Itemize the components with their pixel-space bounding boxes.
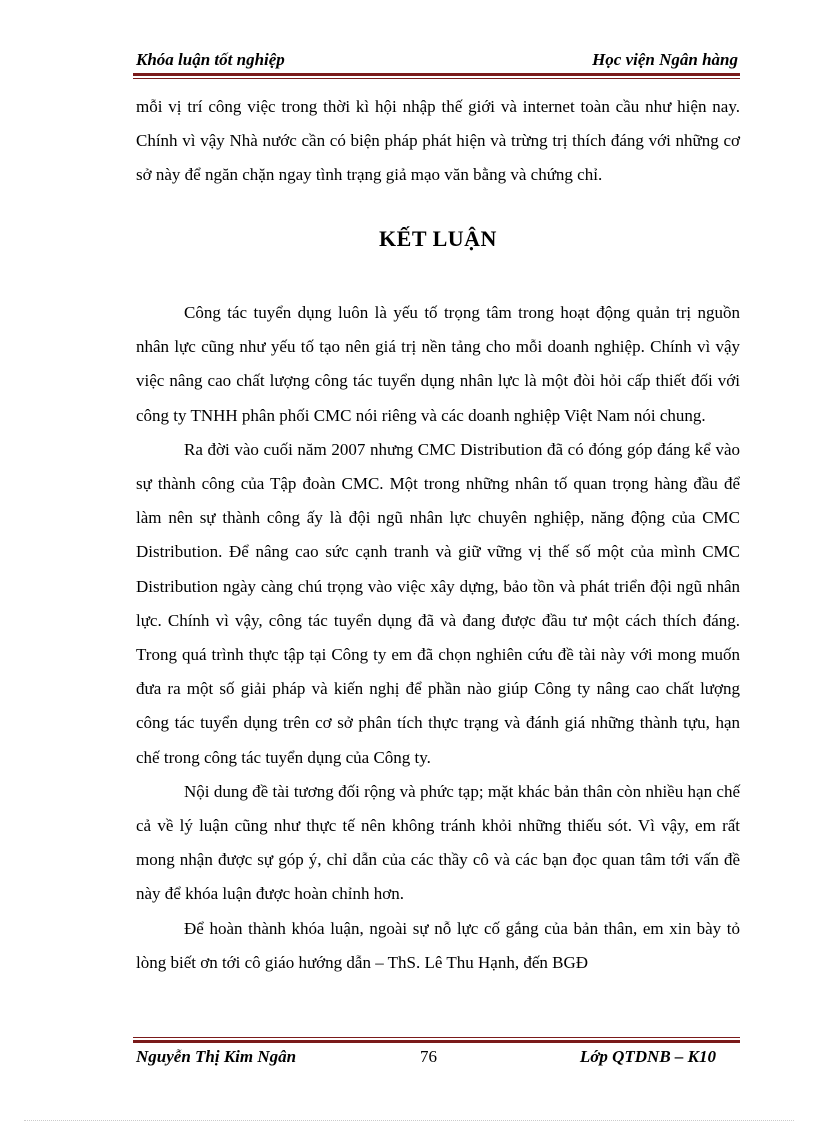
paragraph: Để hoàn thành khóa luận, ngoài sự nỗ lực cố gắng của bản thân, em xin bày tỏ lòng biết ơn tới cô giáo hướng dẫn – ThS. Lê Thu Hạnh, đến BGĐ (136, 918, 740, 972)
conclusion-body (136, 296, 740, 980)
page-edge-divider (24, 1120, 794, 1121)
footer-rule-thick (133, 1040, 740, 1043)
header-institution-label: Học viện Ngân hàng (592, 50, 738, 69)
header-rule-thin (133, 78, 740, 79)
section-title: KẾT LUẬN (379, 226, 497, 251)
footer-class-label: Lớp QTDNB – K10 (579, 1047, 716, 1066)
footer-author: Nguyễn Thị Kim Ngân (136, 1047, 297, 1066)
paragraph: Công tác tuyển dụng luôn là yếu tố trọng tâm trong hoạt động quản trị nguồn nhân lực cũng như yếu tố tạo nên giá trị nền tảng cho mỗi doanh nghiệp. Chính vì vậy việc nâng cao chất lượng công tác tuyển dụng nhân lực là một đòi hỏi cấp thiết đối với công ty TNHH phân phối CMC nói riêng và các doanh nghiệp Việt Nam nói chung. (136, 303, 740, 425)
paragraph: Ra đời vào cuối năm 2007 nhưng CMC Distribution đã có đóng góp đáng kể vào sự thành công của Tập đoàn CMC. Một trong những nhân tố quan trọng hàng đầu để làm nên sự thành công ấy là đội ngũ nhân lực chuyên nghiệp, năng động của CMC Distribution. Để nâng cao sức cạnh tranh và giữ vững vị thế số một của mình CMC Distribution ngày càng chú trọng vào việc xây dựng, bảo tồn và phát triển đội ngũ nhân lực. Chính vì vậy, công tác tuyển dụng đã và đang được đầu tư một cách thích đáng. Trong quá trình thực tập tại Công ty em đã chọn nghiên cứu đề tài này với mong muốn đưa ra một số giải pháp và kiến nghị để phần nào giúp Công ty nâng cao chất lượng công tác tuyển dụng trên cơ sở phân tích thực trạng và đánh giá những thành tựu, hạn chế trong công tác tuyển dụng của Công ty. (136, 439, 740, 767)
page-header (136, 50, 738, 74)
footer-rule-thin (133, 1037, 740, 1038)
paragraph: Nội dung đề tài tương đối rộng và phức tạp; mặt khác bản thân còn nhiều hạn chế cả về lý luận cũng như thực tế nên không tránh khỏi những thiếu sót. Vì vậy, em rất mong nhận được sự góp ý, chỉ dẫn của các thầy cô và các bạn đọc quan tâm tới vấn đề này để khóa luận được hoàn chỉnh hơn. (136, 781, 740, 904)
header-rule-thick (133, 73, 740, 76)
page-footer (136, 1047, 716, 1073)
intro-text (136, 90, 740, 193)
page-number: 76 (420, 1047, 437, 1066)
intro-paragraph: mỗi vị trí công việc trong thời kì hội nhập thế giới và internet toàn cầu như hiện nay. Chính vì vậy Nhà nước cần có biện pháp phát hiện và trừng trị thích đáng với những cơ sở này để ngăn chặn ngay tình trạng giả mạo văn bằng và chứng chỉ. (136, 97, 740, 185)
header-thesis-label: Khóa luận tốt nghiệp (136, 50, 285, 69)
